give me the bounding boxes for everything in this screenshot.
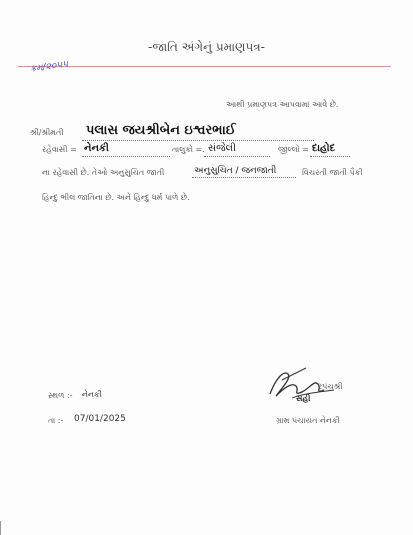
line3-suffix: વિચરતી જાતી પૈકી xyxy=(302,168,363,177)
place-value: નેનકી xyxy=(82,390,102,399)
taluka-underline xyxy=(204,156,270,157)
title-divider xyxy=(18,66,391,67)
authority-label: ગ્રામ પંચાયત નેનકી xyxy=(276,416,340,425)
page-title: -જાતિ અંગેનું પ્રમાણપત્ર- xyxy=(148,40,265,54)
handwritten-reference-note: ક્રમ/૨૦૫૫ xyxy=(29,59,69,75)
taluka-value: સંજેલી xyxy=(208,143,236,154)
line4-text: હિન્દુ ભીલ જાતિના છે. અને હિન્દુ ધર્મ પાળે છે. xyxy=(42,193,190,202)
signature-label: સહી xyxy=(296,394,311,403)
stamp-text: રપંચશ્રી xyxy=(318,382,343,391)
place-label: સ્થળ :- xyxy=(48,391,73,400)
category-value: અનુસુચિત / જનજાતી xyxy=(194,166,277,176)
taluka-label: તાલુકો =. xyxy=(172,145,205,154)
page-edge-mark xyxy=(0,521,9,535)
category-underline xyxy=(192,177,296,178)
name-underline xyxy=(82,140,314,141)
line3-prefix: ના રહેવાસી છે. તેઓ અનુસુચિત જાતી xyxy=(42,168,165,177)
district-value: દાહોદ xyxy=(312,143,336,154)
name-label: શ્રી/શ્રીમતી xyxy=(30,128,64,137)
district-underline xyxy=(310,156,350,157)
date-value: 07/01/2025 xyxy=(74,414,126,424)
intro-text: આથી પ્રમાણપત્ર આપવામાં આવે છે. xyxy=(226,100,339,109)
district-label: જીલ્લો = xyxy=(278,145,309,154)
name-value: પલાસ જયશ્રીબેન ઇશ્વરભાઈ xyxy=(86,123,236,138)
residence-value: નેનકી xyxy=(84,143,109,154)
date-label: તા :- xyxy=(48,416,64,425)
residence-underline xyxy=(82,156,170,157)
residence-label: રહેવાસી = xyxy=(42,145,77,154)
